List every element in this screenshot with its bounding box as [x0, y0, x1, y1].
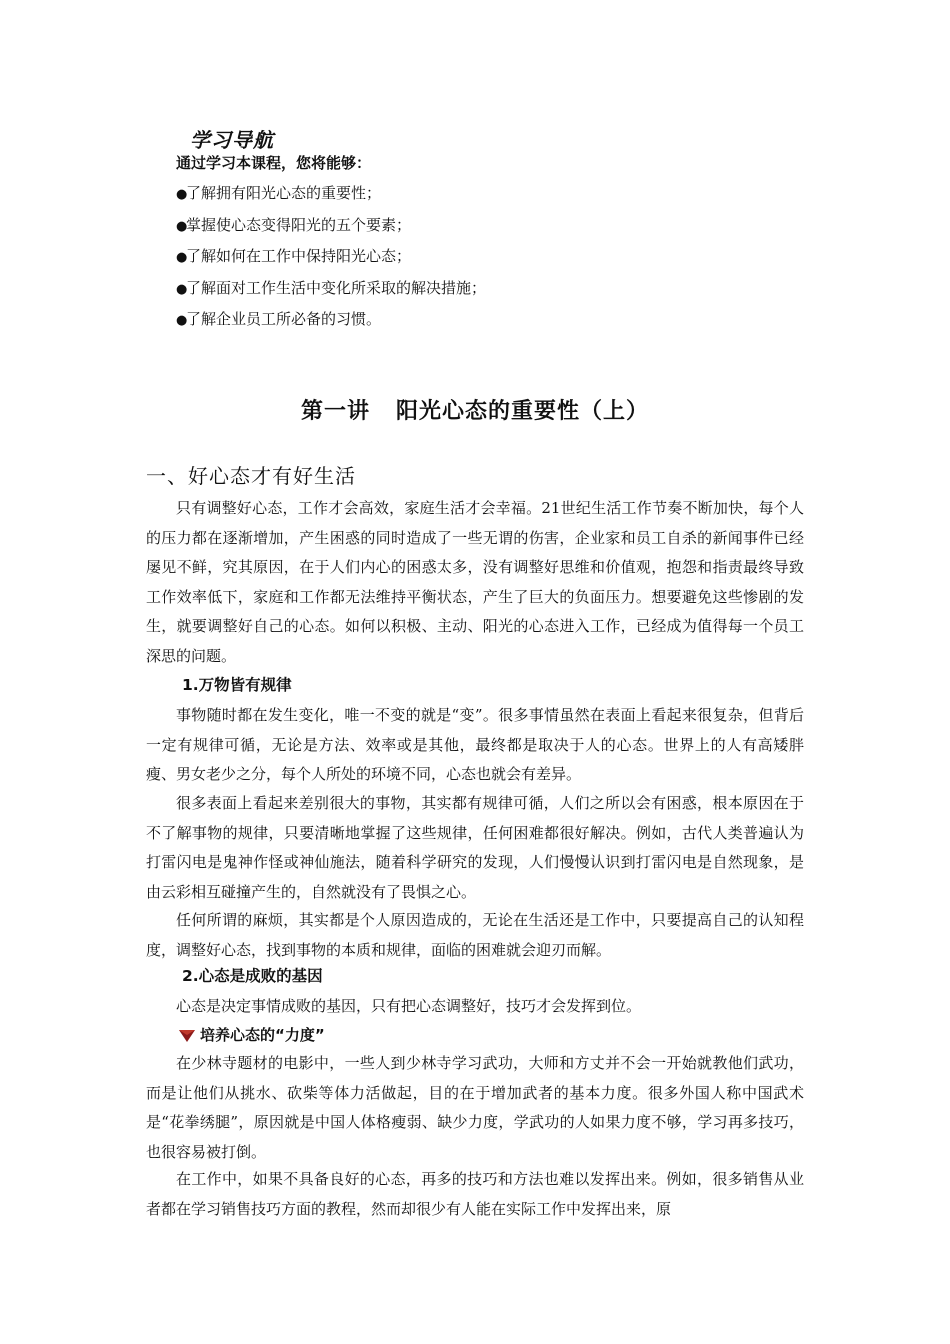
strength-title: 培养心态的“力度”: [200, 1026, 325, 1044]
body-paragraph: 任何所谓的麻烦，其实都是个人原因造成的，无论在生活还是工作中，只要提高自己的认知程度，调整好心态，找到事物的本质和规律，面临的困难就会迎刃而解。: [146, 911, 804, 959]
bullet-icon: ●: [176, 313, 188, 328]
lecture-title: 第一讲 阳光心态的重要性（上）: [301, 399, 649, 424]
bullet-icon: ●: [176, 187, 188, 202]
list-item: ●了解企业员工所必备的习惯。: [176, 304, 486, 336]
bullet-icon: ●: [176, 218, 188, 234]
body-paragraph: 心态是决定事情成败的基因，只有把心态调整好，技巧才会发挥到位。: [176, 997, 642, 1015]
objectives-list: [176, 178, 486, 336]
guide-title: 学习导航: [190, 128, 274, 152]
subsection-title: 2.心态是成败的基因: [182, 967, 323, 985]
subsection-title: 1.万物皆有规律: [182, 676, 292, 694]
body-paragraph: 事物随时都在发生变化，唯一不变的就是“变”。很多事情虽然在表面上看起来很复杂，但背后一定有规律可循，无论是方法、效率或是其他，最终都是取决于人的心态。世界上的人有高矮胖瘦、男女老少之分，每个人所处的环境不同，心态也就会有差异。: [146, 706, 804, 783]
bullet-icon: ●: [176, 250, 188, 265]
body-paragraph: 在少林寺题材的电影中，一些人到少林寺学习武功，大师和方丈并不会一开始就教他们武功，而是让他们从挑水、砍柴等体力活做起，目的在于增加武者的基本力度。很多外国人称中国武术是“花拳绣腿”，原因就是中国人体格瘦弱、缺少力度，学武功的人如果力度不够，学习再多技巧，也很容易被打倒。: [146, 1054, 804, 1161]
arrow-bullet-icon: [178, 1027, 196, 1043]
bullet-icon: ●: [176, 281, 188, 297]
body-paragraph: 很多表面上看起来差别很大的事物，其实都有规律可循，人们之所以会有困惑，根本原因在于不了解事物的规律，只要清晰地掌握了这些规律，任何困难都很好解决。例如，古代人类普遍认为打雷闪电是鬼神作怪或神仙施法，随着科学研究的发现，人们慢慢认识到打雷闪电是自然现象，是由云彩相互碰撞产生的，自然就没有了畏惧之心。: [146, 794, 804, 901]
list-item: ●了解拥有阳光心态的重要性；: [176, 178, 486, 210]
list-item: ●掌握使心态变得阳光的五个要素；: [176, 210, 486, 242]
guide-intro: 通过学习本课程，您将能够：: [176, 154, 372, 172]
section-title: 一、好心态才有好生活: [146, 464, 356, 488]
body-paragraph: 只有调整好心态，工作才会高效，家庭生活才会幸福。21世纪生活工作节奏不断加快，每个人的压力都在逐渐增加，产生困惑的同时造成了一些无谓的伤害，企业家和员工自杀的新闻事件已经屡见不鲜，究其原因，在于人们内心的困惑太多，没有调整好思维和价值观，抱怨和指责最终导致工作效率低下，家庭和工作都无法维持平衡状态，产生了巨大的负面压力。想要避免这些惨剧的发生，就要调整好自己的心态。如何以积极、主动、阳光的心态进入工作，已经成为值得每一个员工深思的问题。: [146, 499, 804, 665]
list-item: ●了解如何在工作中保持阳光心态；: [176, 241, 486, 273]
body-paragraph: 在工作中，如果不具备良好的心态，再多的技巧和方法也难以发挥出来。例如，很多销售从业者都在学习销售技巧方面的教程，然而却很少有人能在实际工作中发挥出来，原: [146, 1170, 804, 1218]
strength-heading: [178, 1024, 325, 1045]
list-item: ●了解面对工作生活中变化所采取的解决措施；: [176, 273, 486, 305]
